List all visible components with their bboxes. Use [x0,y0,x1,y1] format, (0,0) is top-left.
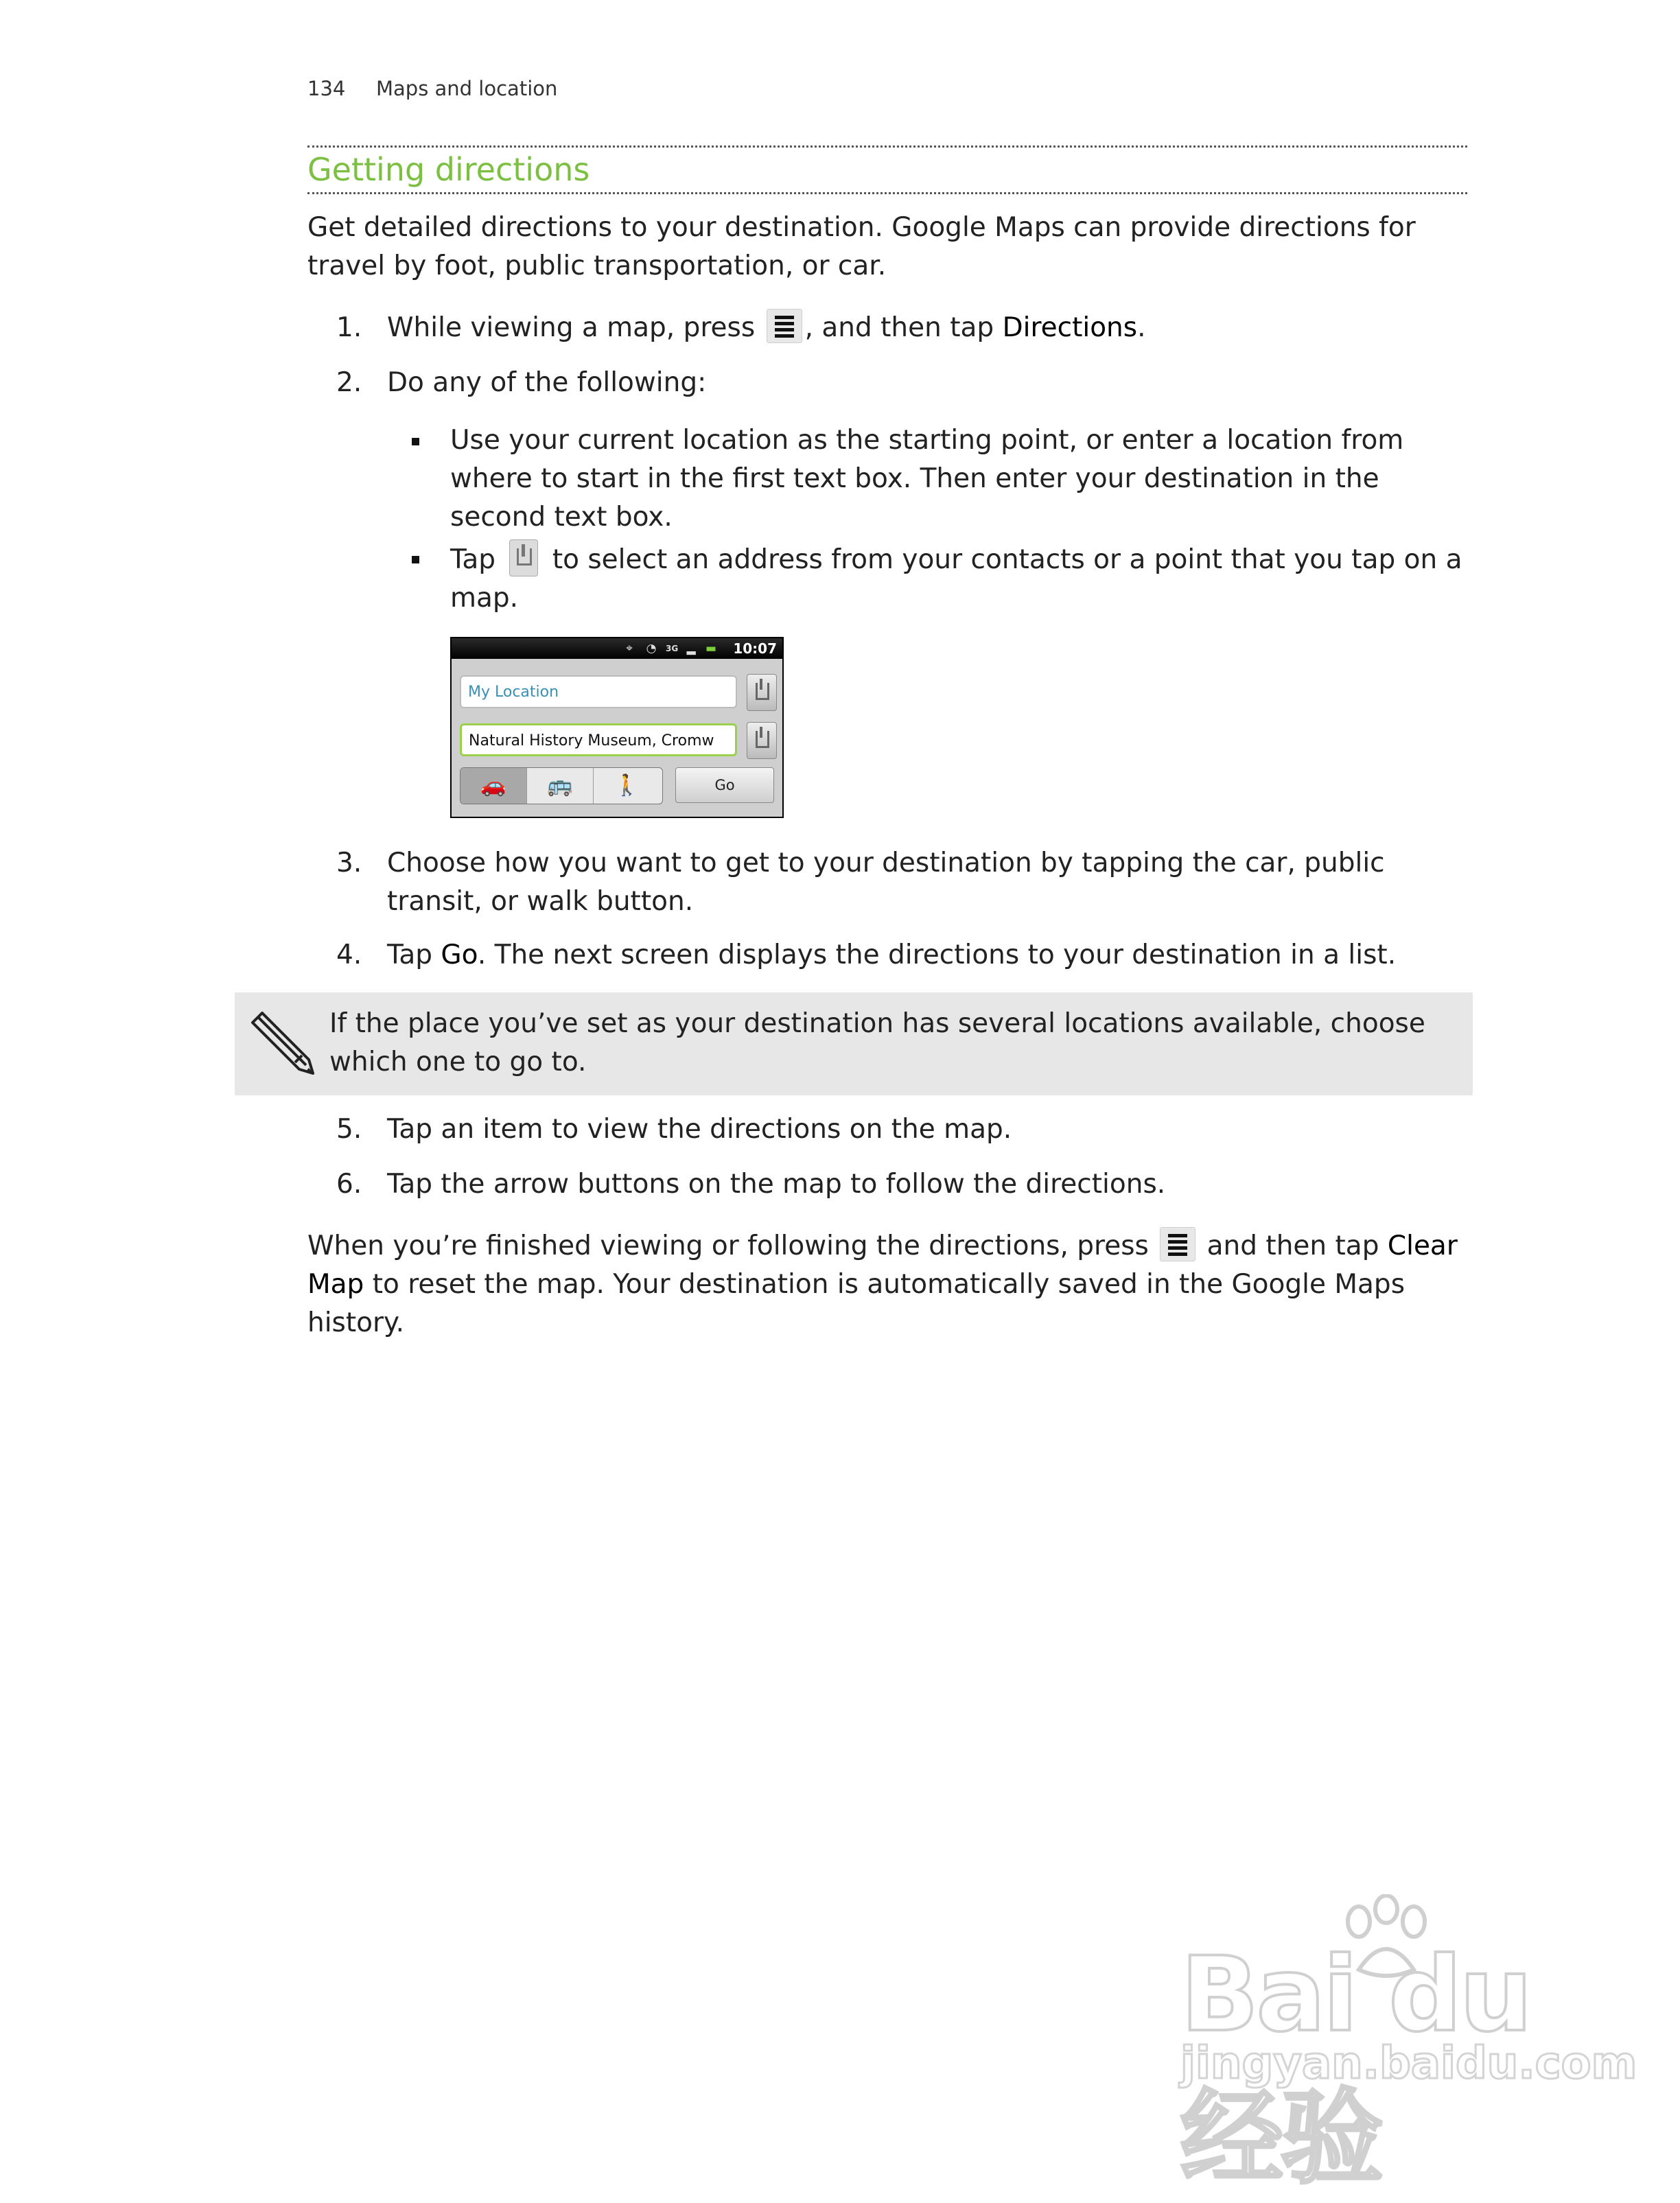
car-mode-button[interactable] [460,768,527,804]
clear-map-label: Clear Map [307,1231,1458,1300]
step-text: Tap the arrow buttons on the map to follow the directions. [387,1169,1166,1200]
title-rule-top [307,145,1467,148]
go-button[interactable]: Go [675,767,774,803]
walk-icon: 🚶 [614,773,640,797]
bullet-text: Tap to select an address from your contacts or a point that you tap on a map. [450,539,1466,618]
page-header [307,77,557,100]
step-number: 5. [336,1114,362,1145]
page-number: 134 [307,77,346,100]
bullet-text: Use your current location as the starting point, or enter a location from where to start in the first text box. Then enter your destination in the second text box. [450,425,1404,533]
note-text: If the place you’ve set as your destination has several locations available, choose which one to go to. [329,1008,1425,1077]
bullet-marker [412,556,419,563]
gps-icon: ⌖ [626,642,633,655]
sync-icon: ◔ [646,642,657,655]
start-picker-button[interactable] [747,674,777,711]
step-text: Tap Go. The next screen displays the directions to your destination in a list. [387,940,1397,970]
phone-screenshot [450,637,784,818]
start-location-input[interactable]: My Location [460,675,737,708]
destination-picker-button[interactable] [747,722,777,759]
closing-paragraph: When you’re finished viewing or following the directions, press and then tap Clear Map to reset the map. Your destination is automatically saved in the Google Maps history. [307,1227,1467,1342]
transit-mode-button[interactable] [527,768,594,804]
travel-mode-selector [460,767,663,804]
section-name: Maps and location [376,77,558,100]
section-title: Getting directions [307,151,590,188]
directions-panel [452,659,782,817]
go-label: Go [441,940,478,970]
bus-icon: 🚌 [547,773,573,797]
destination-input[interactable]: Natural History Museum, Cromw [460,723,737,756]
watermark-url: jingyan.baidu.com [1180,2038,1637,2089]
step-number: 6. [336,1169,362,1200]
step-text: While viewing a map, press , and then tap Directions. [387,309,1458,347]
walk-mode-button[interactable] [594,768,660,804]
step-number: 1. [336,312,362,343]
step-number: 4. [336,940,362,970]
battery-icon: ▬ [705,642,717,655]
intro-paragraph: Get detailed directions to your destination. Google Maps can provide directions for travel by foot, public transportation, or car. [307,212,1416,281]
step-number: 2. [336,367,362,398]
car-icon: 🚗 [480,773,506,797]
title-rule-bottom [307,192,1467,194]
status-bar [452,638,782,659]
contact-picker-icon [509,539,538,576]
network-type: 3G [666,644,679,653]
directions-label: Directions [1002,312,1138,343]
step-text: Tap an item to view the directions on the map. [387,1114,1012,1145]
bullet-marker [412,438,419,445]
status-time: 10:07 [733,640,777,657]
step-number: 3. [336,848,362,878]
menu-icon [1160,1227,1195,1261]
step-text: Do any of the following: [387,367,707,398]
step-text: Choose how you want to get to your destination by tapping the car, public transit, or walk button. [387,848,1385,917]
baidu-watermark [1167,1894,1637,2198]
watermark-logo: Bai du 经验 [1180,1935,1530,2198]
signal-icon: ▂ [686,642,696,655]
note-box [235,992,1473,1095]
pencil-icon [250,1007,318,1076]
menu-icon [767,309,802,343]
